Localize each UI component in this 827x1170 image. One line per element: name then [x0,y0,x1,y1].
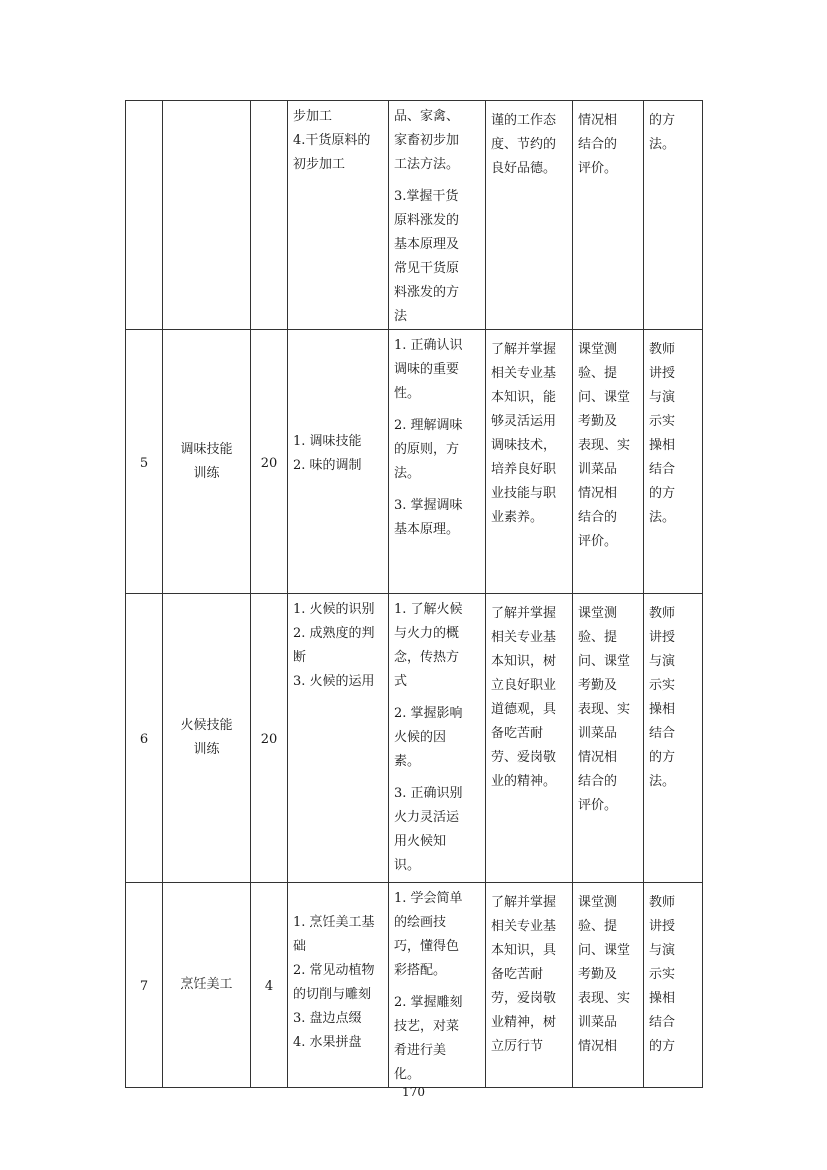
cell-line: 示实 [649,678,676,693]
cell-line: 法。 [649,137,676,152]
cell-line: 够灵活运用 [491,414,557,429]
cell-goals [389,594,486,883]
cell-hours: 20 [251,330,288,594]
cell-content [288,330,389,594]
cell-line: 3. 火候的运用 [293,674,375,689]
cell-line: 情况相 [578,750,618,765]
goal-paragraph [394,598,480,694]
cell-quality [486,883,573,1088]
cell-line: 用火候知 [394,834,447,849]
cell-line: 评价。 [578,161,618,176]
cell-line: 断 [293,650,307,665]
cell-line: 考勤及 [578,967,618,982]
cell-line: 相关专业基 [491,366,557,381]
cell-line: 立厉行节 [491,1039,544,1054]
cell-line: 训菜品 [578,462,618,477]
cell-line: 示实 [649,967,676,982]
cell-line: 结合的 [578,510,618,525]
goal-paragraph [394,702,480,774]
cell-line: 表现、实 [578,438,631,453]
cell-line: 道德观，具 [491,702,557,717]
cell-line: 火候的因 [394,730,447,745]
cell-line: 的方 [649,113,676,128]
cell-line: 本知识，能 [491,390,557,405]
cell-line: 操相 [649,991,676,1006]
cell-line: 训菜品 [578,1015,618,1030]
cell-line: 业素养。 [491,510,544,525]
cell-line: 课堂测 [578,342,618,357]
cell-line: 结合 [649,1015,676,1030]
cell-line: 基本原理及 [394,237,460,252]
cell-line: 谨的工作态 [491,113,557,128]
cell-line: 2. 常见动植物 [293,963,375,978]
cell-line: 结合的 [578,137,618,152]
cell-hours [251,101,288,330]
cell-line: 式 [394,674,408,689]
cell-line: 技艺，对菜 [394,1019,460,1034]
cell-line: 初步加工 [293,157,346,172]
cell-line: 1. 了解火候 [394,602,463,617]
cell-line: 培养良好职 [491,462,557,477]
cell-line: 与演 [649,390,676,405]
cell-line: 本知识，具 [491,943,557,958]
cell-line: 良好品德。 [491,161,557,176]
cell-line: 性。 [394,386,421,401]
cell-line: 结合 [649,462,676,477]
cell-content [288,101,389,330]
cell-line: 工法方法。 [394,157,460,172]
cell-line: 业精神，树 [491,1015,557,1030]
cell-line: 业的精神。 [491,774,557,789]
cell-line: 调味技能 [180,441,233,457]
cell-module-name [163,883,251,1088]
cell-assessment [573,883,644,1088]
cell-line: 1. 火候的识别 [293,602,375,617]
cell-line: 3. 掌握调味 [394,498,463,513]
cell-line: 表现、实 [578,702,631,717]
cell-line: 了解并掌握 [491,895,557,910]
goal-paragraph [394,782,480,878]
cell-line: 了解并掌握 [491,606,557,621]
cell-module-name [163,594,251,883]
cell-line: 1. 烹饪美工基 [293,915,375,930]
cell-line: 课堂测 [578,895,618,910]
cell-hours: 4 [251,883,288,1088]
cell-line: 结合的 [578,774,618,789]
cell-line: 问、课堂 [578,654,631,669]
cell-line: 巧，懂得色 [394,939,460,954]
table-body [126,101,703,1088]
goal-paragraph [394,887,480,983]
cell-line: 料涨发的方 [394,285,460,300]
cell-line: 3. 正确识别 [394,786,463,801]
cell-line: 教师 [649,342,676,357]
cell-goals [389,101,486,330]
cell-line: 烹饪美工 [180,977,233,992]
cell-line: 步加工 [293,109,333,124]
cell-hours: 20 [251,594,288,883]
cell-content [288,883,389,1088]
cell-line: 相关专业基 [491,630,557,645]
cell-assessment [573,330,644,594]
cell-method [644,330,703,594]
cell-quality [486,594,573,883]
cell-module-name [163,101,251,330]
cell-line: 劳，爱岗敬 [491,991,557,1006]
cell-quality [486,101,573,330]
cell-number: 7 [126,883,163,1088]
cell-line: 情况相 [578,486,618,501]
cell-line: 础 [293,939,307,954]
cell-line: 2. 成熟度的判 [293,626,375,641]
cell-line: 的方 [649,750,676,765]
cell-line: 肴进行美 [394,1043,447,1058]
cell-line: 的绘画技 [394,915,447,930]
cell-line: 2. 味的调制 [293,458,362,473]
table-row [126,883,703,1088]
cell-line: 本知识，树 [491,654,557,669]
cell-line: 4. 水果拼盘 [293,1035,362,1050]
cell-line: 问、课堂 [578,390,631,405]
cell-line: 考勤及 [578,678,618,693]
cell-line: 结合 [649,726,676,741]
cell-line: 法。 [649,510,676,525]
table-row [126,101,703,330]
cell-line: 识。 [394,858,421,873]
cell-line: 示实 [649,414,676,429]
cell-line: 讲授 [649,630,676,645]
cell-line: 法 [394,309,408,324]
cell-line: 3. 盘边点缀 [293,1011,362,1026]
cell-line: 彩搭配。 [394,963,447,978]
cell-quality [486,330,573,594]
cell-line: 1. 调味技能 [293,434,362,449]
cell-line: 情况相 [578,113,618,128]
cell-line: 的切削与雕刻 [293,987,372,1002]
course-table [125,100,703,1088]
cell-line: 的原则，方 [394,442,460,457]
goal-paragraph [394,334,480,406]
cell-line: 讲授 [649,366,676,381]
cell-line: 法。 [649,774,676,789]
cell-line: 教师 [649,895,676,910]
table-row [126,594,703,883]
cell-line: 4.干货原料的 [293,133,371,148]
cell-line: 问、课堂 [578,943,631,958]
cell-line: 操相 [649,702,676,717]
cell-line: 验、提 [578,919,618,934]
cell-line: 评价。 [578,534,618,549]
cell-line: 基本原理。 [394,522,460,537]
cell-line: 评价。 [578,798,618,813]
goal-paragraph [394,105,480,177]
cell-line: 操相 [649,438,676,453]
cell-line: 1. 正确认识 [394,338,463,353]
cell-line: 火力灵活运 [394,810,460,825]
cell-line: 2. 掌握雕刻 [394,995,463,1010]
cell-line: 讲授 [649,919,676,934]
cell-line: 度、节约的 [491,137,557,152]
cell-line: 品、家禽、 [394,109,460,124]
cell-line: 与火力的概 [394,626,460,641]
cell-module-name [163,330,251,594]
cell-line: 备吃苦耐 [491,967,544,982]
cell-method [644,883,703,1088]
cell-number: 6 [126,594,163,883]
cell-line: 调味的重要 [394,362,460,377]
cell-assessment [573,101,644,330]
cell-content [288,594,389,883]
cell-number: 5 [126,330,163,594]
cell-line: 素。 [394,754,421,769]
cell-line: 调味技术， [491,438,557,453]
cell-line: 劳、爱岗敬 [491,750,557,765]
cell-line: 验、提 [578,366,618,381]
cell-goals [389,330,486,594]
cell-line: 2. 理解调味 [394,418,463,433]
goal-paragraph [394,185,480,329]
cell-line: 3.掌握干货 [394,189,459,204]
cell-line: 训练 [193,742,220,757]
cell-line: 与演 [649,654,676,669]
cell-line: 的方 [649,1039,676,1054]
cell-line: 教师 [649,606,676,621]
cell-line: 考勤及 [578,414,618,429]
cell-line: 了解并掌握 [491,342,557,357]
cell-line: 训菜品 [578,726,618,741]
goal-paragraph [394,494,480,542]
cell-line: 常见干货原 [394,261,460,276]
cell-line: 1. 学会简单 [394,891,463,906]
cell-line: 训练 [193,465,220,481]
cell-method [644,594,703,883]
table-row [126,330,703,594]
page-number: 170 [402,1085,425,1099]
cell-number [126,101,163,330]
cell-line: 的方 [649,486,676,501]
cell-line: 立良好职业 [491,678,557,693]
cell-line: 原料涨发的 [394,213,460,228]
cell-line: 2. 掌握影响 [394,706,463,721]
cell-line: 念，传热方 [394,650,460,665]
cell-line: 相关专业基 [491,919,557,934]
cell-line: 业技能与职 [491,486,557,501]
cell-line: 验、提 [578,630,618,645]
cell-line: 情况相 [578,1039,618,1054]
cell-assessment [573,594,644,883]
cell-method [644,101,703,330]
cell-line: 备吃苦耐 [491,726,544,741]
cell-goals [389,883,486,1088]
goal-paragraph [394,414,480,486]
cell-line: 表现、实 [578,991,631,1006]
cell-line: 家畜初步加 [394,133,460,148]
cell-line: 课堂测 [578,606,618,621]
cell-line: 火候技能 [180,718,233,733]
cell-line: 化。 [394,1067,421,1082]
cell-line: 法。 [394,466,421,481]
goal-paragraph [394,991,480,1087]
cell-line: 与演 [649,943,676,958]
